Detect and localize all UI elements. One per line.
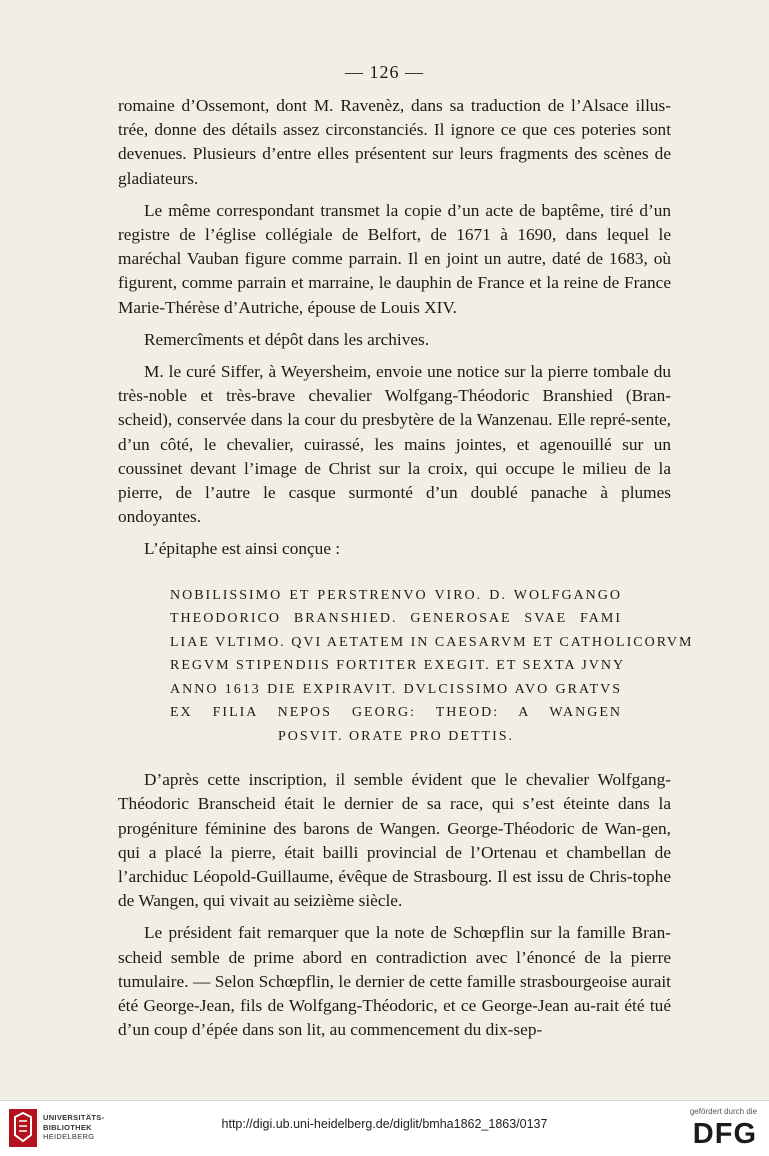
page-body xyxy=(118,94,694,1050)
library-name-line: BIBLIOTHEK xyxy=(43,1122,92,1132)
epitaph-line: EX FILIA NEPOS GEORG: THEOD: A WANGEN xyxy=(170,705,622,721)
viewer-footer xyxy=(0,1100,769,1156)
epitaph-line: NOBILISSIMO ET PERSTRENVO VIRO. D. WOLFGANGO xyxy=(170,587,622,603)
epitaph-block xyxy=(170,584,694,749)
funding-note: gefördert durch die xyxy=(689,1107,757,1116)
paragraph-1: romaine d’Ossemont, dont M. Ravenèz, dans sa traduction de l’Alsace illus-trée, donne des détails assez circonstanciés. Il ignore ce que ces poteries sont devenues. Plusieurs d’entre elles présentent sur leurs fragments des scènes de gladiateurs. xyxy=(118,96,671,188)
paragraph-6: D’après cette inscription, il semble évident que le chevalier Wolfgang-Théodoric Branscheid était le dernier de sa race, qui s’est éteinte dans la progéniture féminine des barons de Wangen. George-Théodoric de Wan-gen, qui a placé la pierre, était bailli provincial de l’Ortenau et chambellan de l’archiduc Léopold-Guillaume, évêque de Strasbourg. Il est issu de Chris-tophe de Wangen, qui vivait au seizième siècle. xyxy=(118,770,671,911)
paragraph-3: Remercîments et dépôt dans les archives. xyxy=(144,329,430,349)
page-number: — 126 — xyxy=(345,62,424,82)
paragraph-7: Le président fait remarquer que la note de Schœpflin sur la famille Bran-scheid semble de prime abord en contradiction avec l’énoncé de la pierre tumulaire. — Selon Schœpflin, le dernier de cette famille strasbourgeoise aurait été George-Jean, fils de Wolfgang-Théodoric, et ce George-Jean au-rait été tué d’un coup d’épée dans son lit, au commencement du dix-sep- xyxy=(118,923,671,1040)
epitaph-line: POSVIT. ORATE PRO DETTIS. xyxy=(277,728,515,744)
library-name-line: UNIVERSITÄTS- xyxy=(43,1113,105,1122)
paragraph-5: L’épitaphe est ainsi conçue : xyxy=(144,539,341,559)
epitaph-line: THEODORICO BRANSHIED. GENEROSAE SVAE FAMI xyxy=(170,611,622,627)
paragraph-4: M. le curé Siffer, à Weyersheim, envoie une notice sur la pierre tombale du très-noble et très-brave chevalier Wolfgang-Théodoric Branshied (Bran-scheid), conservée dans la cour du presbytère de la Wanzenau. Elle repré-sente, d’un côté, le chevalier, cuirassé, les mains jointes, et agenouillé sur un coussinet devant l’image de Christ sur la croix, qui occupe le milieu de la pierre, de l’autre le casque surmonté d’un doublé panache à plumes ondoyantes. xyxy=(118,362,671,527)
permalink-url[interactable]: http://digi.ub.uni-heidelberg.de/diglit/bmha1862_1863/0137 xyxy=(221,1117,548,1131)
epitaph-line: LIAE VLTIMO. QVI AETATEM IN CAESARVM ET CATHOLICORVM xyxy=(170,634,694,650)
epitaph-line: ANNO 1613 DIE EXPIRAVIT. DVLCISSIMO AVO GRATVS xyxy=(170,681,622,697)
library-name-line: HEIDELBERG xyxy=(43,1132,95,1141)
epitaph-line: REGVM STIPENDIIS FORTITER EXEGIT. ET SEXTA JVNY xyxy=(170,658,626,674)
dfg-logo[interactable]: DFG xyxy=(692,1118,757,1150)
paragraph-2: Le même correspondant transmet la copie d’un acte de baptême, tiré d’un registre de l’église collégiale de Belfort, de 1671 à 1690, dans lequel le maréchal Vauban figure comme parrain. Il en joint un autre, daté de 1683, où figurent, comme parrain et marraine, le dauphin de France et la reine de France Marie-Thérèse d’Autriche, épouse de Louis XIV. xyxy=(118,200,671,317)
